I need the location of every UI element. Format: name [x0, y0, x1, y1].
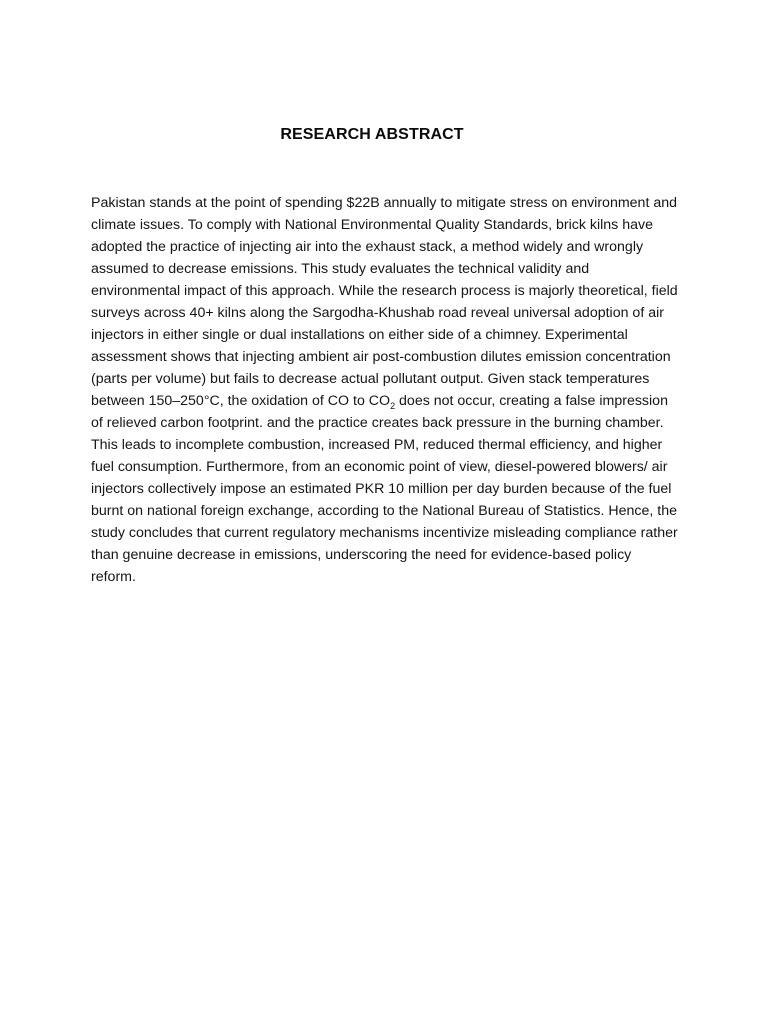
- document-title: RESEARCH ABSTRACT: [280, 126, 464, 143]
- abstract-paragraph: [91, 192, 679, 588]
- abstract-text-part-2: does not occur, creating a false impression of relieved carbon footprint. and the practice creates back pressure in the burning chamber. This leads to incomplete combustion, increased PM, reduced thermal efficiency, and higher fuel consumption. Furthermore, from an economic point of view, diesel-powered blowers/ air injectors collectively impose an estimated PKR 10 million per day burden because of the fuel burnt on national foreign exchange, according to the National Bureau of Statistics. Hence, the study concludes that current regulatory mechanisms incentivize misleading compliance rather than genuine decrease in emissions, underscoring the need for evidence-based policy reform.: [91, 393, 678, 585]
- co2-subscript: 2: [390, 400, 396, 411]
- abstract-text-part-1: Pakistan stands at the point of spending $22B annually to mitigate stress on environment and climate issues. To comply with National Environmental Quality Standards, brick kilns have adopted the practice of injecting air into the exhaust stack, a method widely and wrongly assumed to decrease emissions. This study evaluates the technical validity and environmental impact of this approach. While the research process is majorly theoretical, field surveys across 40+ kilns along the Sargodha-Khushab road reveal universal adoption of air injectors in either single or dual installations on either side of a chimney. Experimental assessment shows that injecting ambient air post-combustion dilutes emission concentration (parts per volume) but fails to decrease actual pollutant output. Given stack temperatures between 150–250°C, the oxidation of CO to CO: [91, 195, 678, 409]
